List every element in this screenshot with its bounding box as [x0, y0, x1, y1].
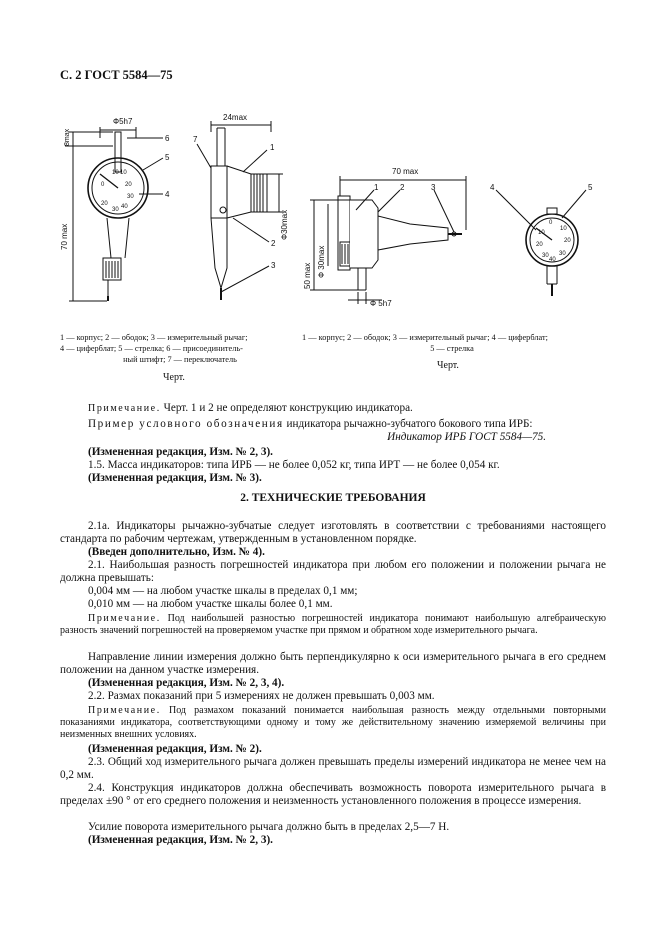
callout-1: 1 — [374, 183, 379, 192]
dim-dial-diameter: Ф30max — [280, 209, 289, 240]
dim-length: 70 max — [392, 167, 419, 176]
paragraph-direction: Направление линии измерения должно быть перпендикулярно к оси измерительного рычага в его среднем положении на данном участке измерения. — [60, 651, 606, 676]
tolerance-line-1: 0,004 мм — на любом участке шкалы в пределах 0,1 мм; — [88, 585, 358, 597]
note-error-difference: Примечание. Под наибольшей разностью погрешностей индикатора понимают наибольшую алгебраическую разность значений погрешностей на проверяемом участке при прямом и обратном ходе измерительного рычага. — [60, 613, 606, 636]
dial-number: 40 — [549, 257, 556, 263]
dim-total-height: 70 max — [60, 223, 69, 250]
dim-dial-diameter: Ф 30max — [317, 245, 326, 278]
dial-number: 0 — [101, 182, 105, 188]
callout-5: 5 — [588, 183, 593, 192]
dial-number: 30 — [112, 207, 119, 213]
figure-1-caption: 1 — корпус; 2 — ободок; 3 — измерительный рычаг; 4 — циферблат; 5 — стрелка; 6 — присоединитель- ный штифт; 7 — переключатель — [60, 333, 248, 364]
paragraph-2-1a: 2.1а. Индикаторы рычажно-зубчатые следует изготовлять в соответствии с требованиями настоящего стандарта по рабочим чертежам, утвержденным в установленном порядке. — [60, 520, 606, 545]
figure-2-drawing — [300, 160, 600, 325]
paragraph-2-1: 2.1. Наибольшая разность погрешностей индикатора при любом его положении и положении рычага не должна превышать: — [60, 559, 606, 584]
dial-number: 10 — [560, 226, 567, 232]
dial-number: 30 — [542, 253, 549, 259]
paragraph-2-4: 2.4. Конструкция индикаторов должна обеспечивать возможность поворота измерительного рычага в пределах ±90 ° от его среднего положения и неизменность установленного положения в процессе измерения. — [60, 782, 606, 807]
dim-pin-diameter: Ф 5h7 — [370, 299, 392, 308]
note-figures: Примечание. Черт. 1 и 2 не определяют конструкцию индикатора. — [88, 402, 413, 414]
callout-3: 3 — [431, 183, 436, 192]
dim-pin-diameter: Ф5h7 — [113, 117, 133, 126]
dial-number: 20 — [101, 201, 108, 207]
page-header: С. 2 ГОСТ 5584—75 — [60, 68, 173, 82]
figure-2-label: Черт. — [437, 360, 459, 371]
callout-2: 2 — [271, 239, 276, 248]
dial-number: 30 — [127, 194, 134, 200]
edition-note: (Измененная редакция, Изм. № 2, 3, 4). — [88, 677, 285, 689]
edition-note: (Измененная редакция, Изм. № 3). — [88, 472, 262, 484]
dial-number: 30 — [559, 251, 566, 257]
dim-width: 24max — [223, 113, 248, 122]
edition-note: (Измененная редакция, Изм. № 2). — [88, 743, 262, 755]
callout-4: 4 — [490, 183, 495, 192]
figure-2-caption: 1 — корпус; 2 — ободок; 3 — измерительный рычаг; 4 — циферблат; 5 — стрелка — [302, 333, 548, 353]
dial-number: 10 — [112, 170, 119, 176]
dim-pin-length: 8max — [64, 128, 71, 146]
note-range: Примечание. Под размахом показаний понимается наибольшая разность между отдельными повторными показаниями индикатора, соответствующими одному и тому же действительному значению измеряемой величины при неизменных внешних условиях. — [60, 705, 606, 740]
dial-number: 10 — [120, 170, 127, 176]
figure-1-label: Черт. — [163, 372, 185, 383]
designation: Индикатор ИРБ ГОСТ 5584—75. — [387, 431, 546, 443]
callout-7: 7 — [193, 135, 198, 144]
designation-example: Пример условного обозначения индикатора рычажно-зубчатого бокового типа ИРБ: — [88, 418, 533, 430]
paragraph-force: Усилие поворота измерительного рычага должно быть в пределах 2,5—7 Н. — [88, 821, 450, 833]
dial-number: 20 — [564, 238, 571, 244]
callout-2: 2 — [400, 183, 405, 192]
dial-number: 20 — [536, 242, 543, 248]
dial-number: 40 — [121, 204, 128, 210]
dim-height: 50 max — [303, 262, 312, 289]
dial-number: 0 — [549, 220, 553, 226]
paragraph-1-5: 1.5. Масса индикаторов: типа ИРБ — не более 0,052 кг, типа ИРТ — не более 0,054 кг. — [88, 459, 500, 471]
callout-6: 6 — [165, 134, 170, 143]
callout-5: 5 — [165, 153, 170, 162]
introduced-note: (Введен дополнительно, Изм. № 4). — [88, 546, 265, 558]
dial-number: 20 — [125, 182, 132, 188]
callout-1: 1 — [270, 143, 275, 152]
paragraph-2-2: 2.2. Размах показаний при 5 измерениях не должен превышать 0,003 мм. — [88, 690, 435, 702]
callout-4: 4 — [165, 190, 170, 199]
paragraph-2-3: 2.3. Общий ход измерительного рычага должен превышать пределы измерений индикатора не менее чем на 0,2 мм. — [60, 756, 606, 781]
edition-note: (Измененная редакция, Изм. № 2, 3). — [88, 834, 273, 846]
callout-3: 3 — [271, 261, 276, 270]
dial-number: 10 — [538, 230, 545, 236]
tolerance-line-2: 0,010 мм — на любом участке шкалы более 0,1 мм. — [88, 598, 333, 610]
section-title: 2. ТЕХНИЧЕСКИЕ ТРЕБОВАНИЯ — [240, 492, 426, 504]
figure-1-drawing — [55, 108, 300, 330]
edition-note: (Измененная редакция, Изм. № 2, 3). — [88, 446, 273, 458]
